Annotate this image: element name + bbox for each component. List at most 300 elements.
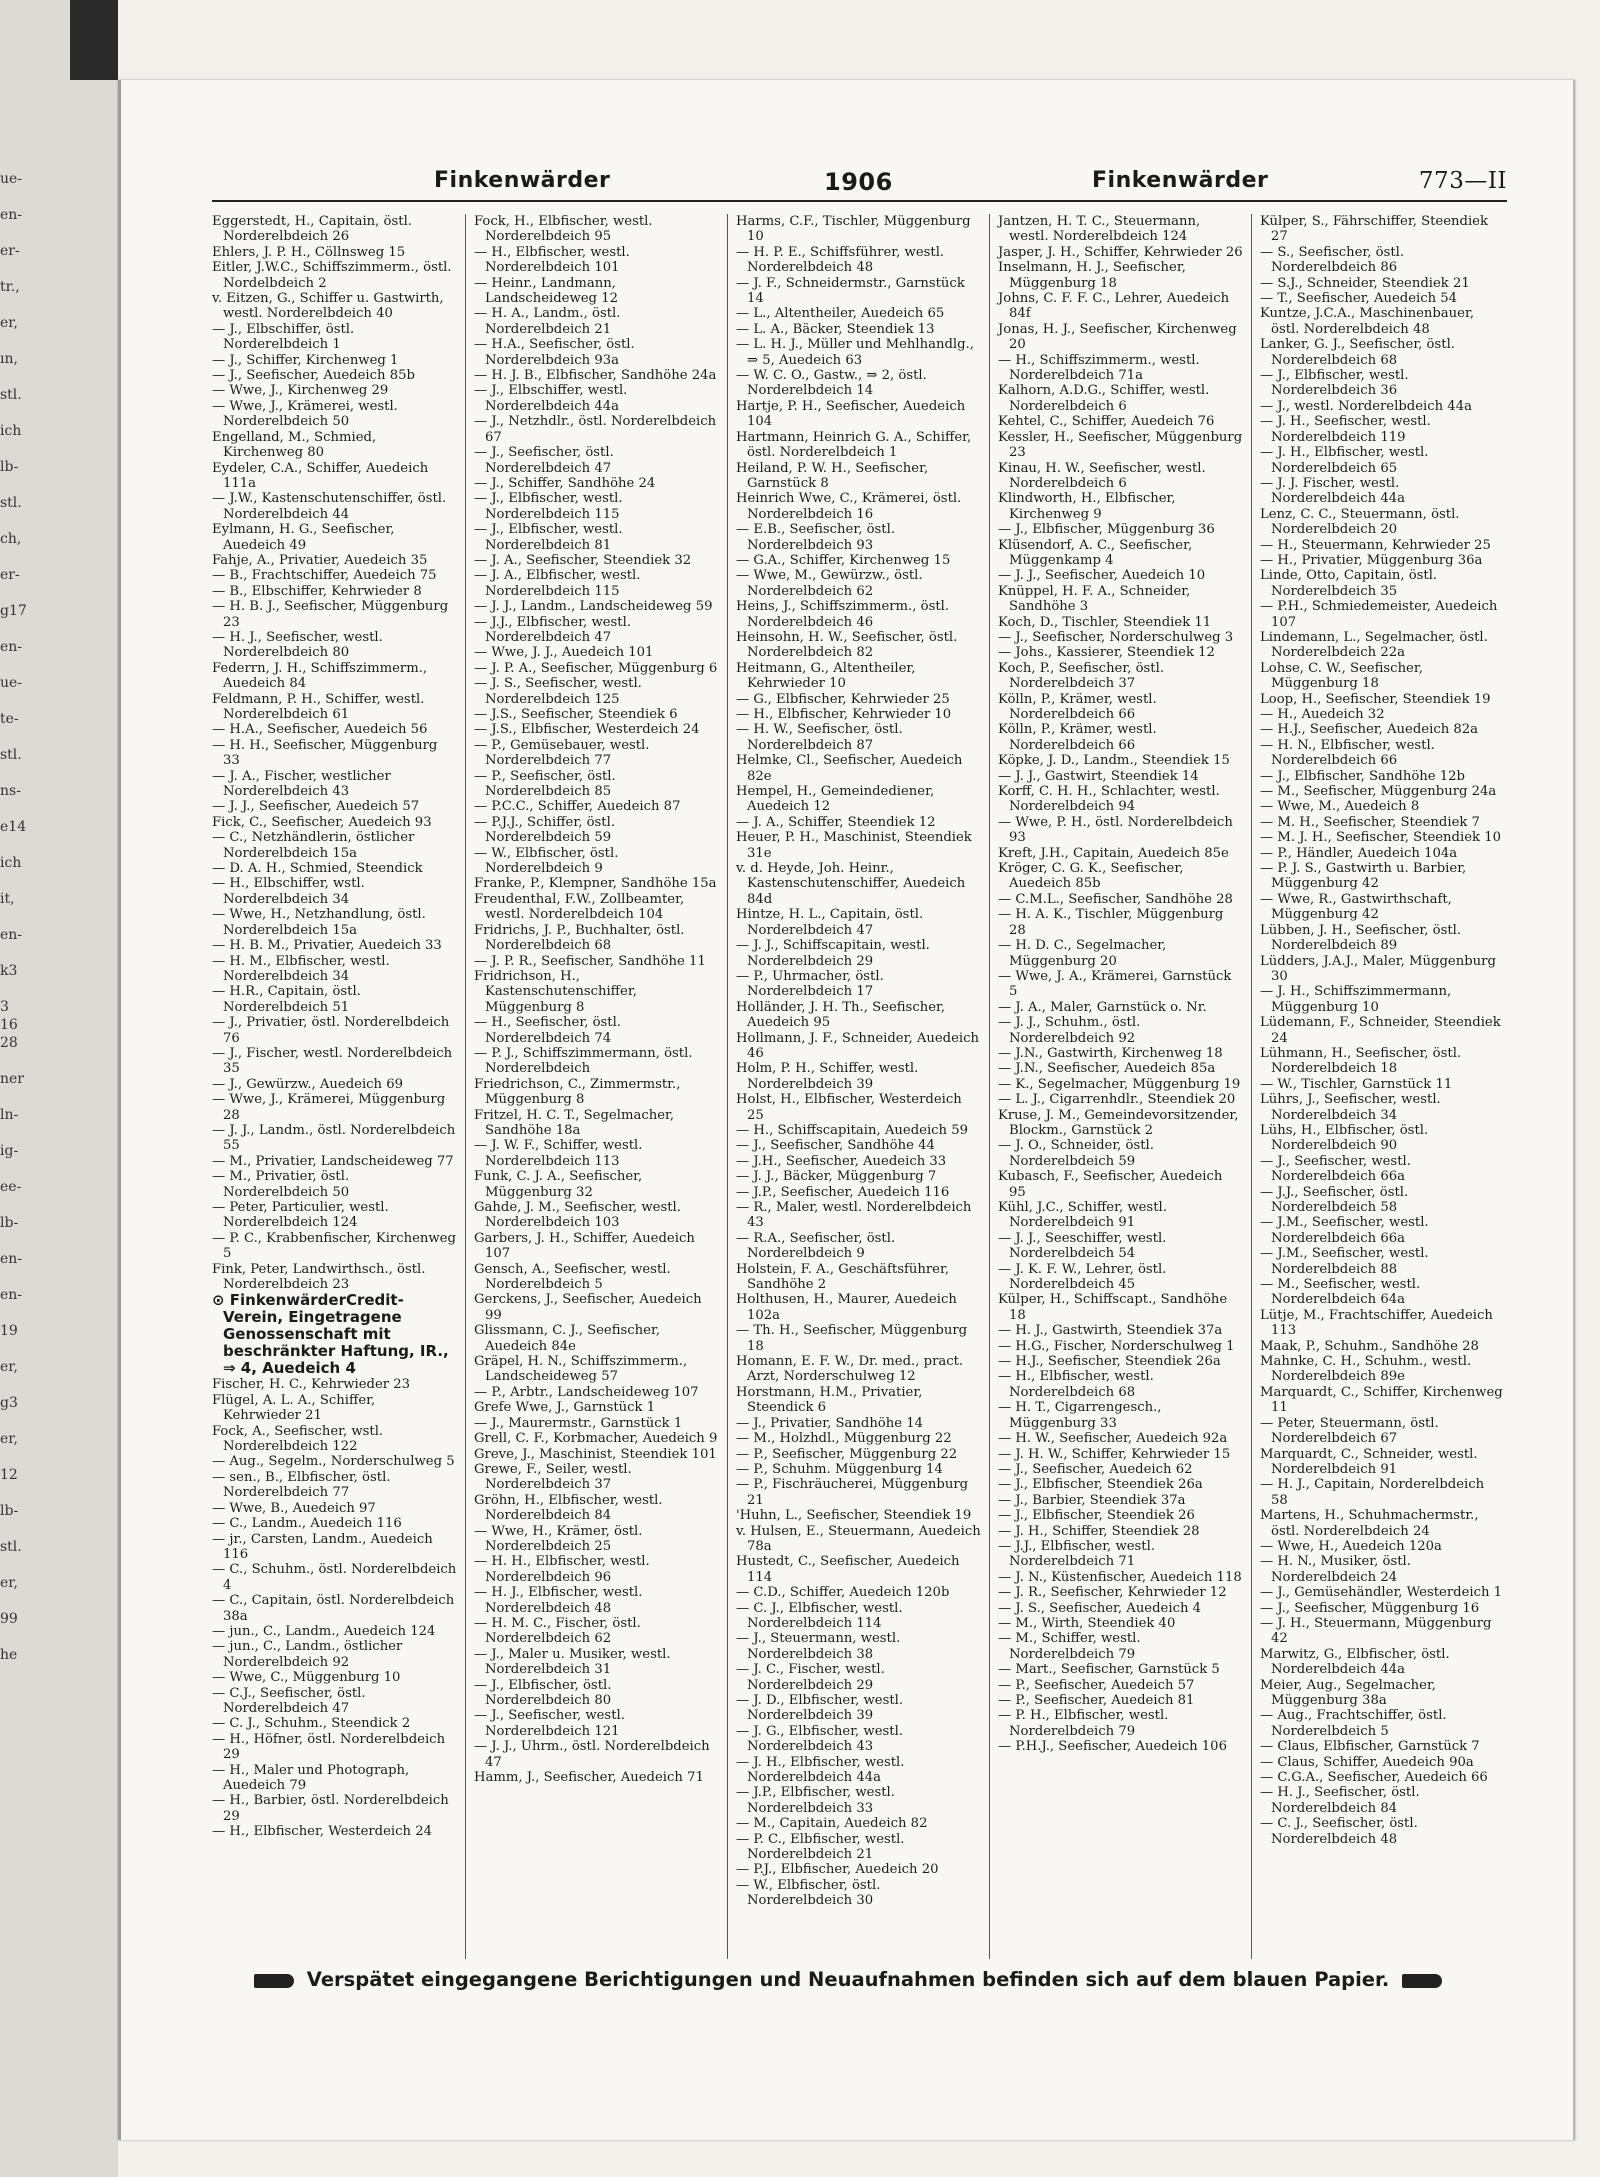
directory-entry: Lüdders, J.A.J., Maler, Müggenburg 30 [1260, 953, 1496, 984]
directory-entry: — P. C., Krabbenfischer, Kirchenweg 5 [212, 1230, 456, 1262]
directory-entry: Franke, P., Klempner, Sandhöhe 15a [474, 876, 717, 892]
previous-page-fragment: en- [0, 207, 23, 223]
pointing-hand-icon [1402, 1974, 1442, 1988]
header-year: 1906 [824, 168, 893, 196]
directory-entry: Eylmann, H. G., Seefischer, Auedeich 49 [212, 522, 395, 553]
directory-entry: — H.J., Seefischer, Auedeich 82a [1260, 722, 1479, 738]
directory-entry: — J., Elbfischer, westl. Norderelbdeich 115 [474, 491, 623, 522]
directory-entry: Kubasch, F., Seefischer, Auedeich 95 [998, 1169, 1223, 1200]
directory-entry: — P.H.J., Seefischer, Auedeich 106 [998, 1739, 1227, 1755]
directory-entry: — J.N., Gastwirth, Kirchenweg 18 [998, 1045, 1223, 1061]
directory-entry: — C.G.A., Seefischer, Auedeich 66 [1260, 1770, 1488, 1786]
directory-entry: — J., Elbfischer, Steendiek 26 [998, 1508, 1195, 1524]
directory-entry: — J., Elbschiffer, westl. Norderelbdeich 44a [474, 383, 628, 414]
previous-page-fragment: stl. [0, 495, 22, 511]
directory-entry: — J.H., Seefischer, Auedeich 33 [736, 1153, 947, 1169]
directory-entry: — G.A., Schiffer, Kirchenweg 15 [736, 552, 951, 568]
directory-entry: — J., Elbfischer, Müggenburg 36 [998, 522, 1215, 538]
directory-entry: — sen., B., Elbfischer, östl. Norderelbdeich 77 [212, 1469, 391, 1501]
directory-entry: — J. J., Seefischer, Auedeich 57 [212, 799, 420, 815]
directory-entry: — R., Maler, westl. Norderelbdeich 43 [736, 1200, 972, 1231]
directory-entry: — J. J., Seeschiffer, westl. Norderelbdeich 54 [998, 1230, 1167, 1262]
directory-entry: — P.H., Schmiedemeister, Auedeich 107 [1260, 599, 1498, 630]
directory-entry: Kuntze, J.C.A., Maschinenbauer, östl. Norderelbdeich 48 [1260, 306, 1475, 337]
directory-columns [212, 214, 1507, 1959]
directory-entry: — P., Seefischer, Müggenburg 22 [736, 1446, 958, 1462]
directory-entry: — jun., C., Landm., östlicher Norderelbdeich 92 [212, 1639, 403, 1670]
directory-entry: — Heinr., Landmann, Landscheideweg 12 [474, 275, 618, 307]
directory-entry: Linde, Otto, Capitain, östl. Norderelbdeich 35 [1260, 568, 1438, 599]
directory-entry: Holthusen, H., Maurer, Auedeich 102a [736, 1292, 957, 1323]
directory-entry: — H., Schiffszimmerm., westl. Norderelbdeich 71a [998, 352, 1200, 384]
directory-entry: — P., Seefischer, Auedeich 81 [998, 1693, 1195, 1708]
previous-page-fragment: ın, [0, 351, 18, 367]
directory-entry: Heuer, P. H., Maschinist, Steendiek 31e [736, 830, 972, 861]
directory-entry: — E.B., Seefischer, östl. Norderelbdeich 93 [736, 522, 896, 553]
page-number: 773—II [1418, 168, 1507, 194]
previous-page-fragment: ner [0, 1071, 24, 1087]
directory-entry: — M., Privatier, östl. Norderelbdeich 50 [212, 1169, 350, 1200]
directory-entry: — S., Seefischer, östl. Norderelbdeich 86 [1260, 244, 1405, 276]
directory-entry: — J., Elbfischer, Sandhöhe 12b [1260, 768, 1465, 784]
directory-entry: Federrn, J. H., Schiffszimmerm., Auedeich 84 [212, 660, 428, 692]
directory-entry: — J., Gemüsehändler, Westerdeich 1 [1260, 1585, 1503, 1601]
column-divider [1251, 214, 1252, 1959]
previous-page-fragment: ch, [0, 531, 22, 547]
directory-entry: — J., Barbier, Steendiek 37a [998, 1492, 1186, 1508]
directory-entry: — H. W., Seefischer, Auedeich 92a [998, 1431, 1228, 1447]
previous-page-fragment: g17 [0, 603, 27, 619]
directory-entry: Fick, C., Seefischer, Auedeich 93 [212, 814, 432, 830]
directory-entry: Hamm, J., Seefischer, Auedeich 71 [474, 1770, 704, 1786]
directory-entry: Freudenthal, F.W., Zollbeamter, westl. Norderelbdeich 104 [474, 891, 685, 923]
directory-entry: — P. J. S., Gastwirth u. Barbier, Müggenburg 42 [1260, 861, 1467, 892]
previous-page-fragment: 99 [0, 1611, 18, 1627]
directory-entry: — P., Schuhm. Müggenburg 14 [736, 1461, 943, 1477]
directory-entry: Ehlers, J. P. H., Cöllnsweg 15 [212, 244, 406, 260]
previous-page-fragment: er, [0, 315, 18, 331]
directory-entry: — J. A., Schiffer, Steendiek 12 [736, 814, 936, 830]
directory-entry: Garbers, J. H., Schiffer, Auedeich 107 [474, 1230, 695, 1262]
directory-entry: — J., Elbfischer, Steendiek 26a [998, 1477, 1203, 1493]
directory-entry: — H., Maler und Photograph, Auedeich 79 [212, 1762, 410, 1793]
previous-page-fragment: er- [0, 243, 20, 259]
previous-page-fragment: stl. [0, 747, 22, 763]
previous-page-fragment: lb- [0, 459, 19, 475]
directory-entry: Grefe Wwe, J., Garnstück 1 [474, 1400, 656, 1416]
directory-entry: — C.J., Seefischer, östl. Norderelbdeich 47 [212, 1685, 366, 1716]
directory-entry: — J. S., Seefischer, westl. Norderelbdeich 125 [474, 676, 642, 707]
directory-entry: Lütje, M., Frachtschiffer, Auedeich 113 [1260, 1307, 1493, 1339]
directory-entry: — L. A., Bäcker, Steendiek 13 [736, 321, 935, 337]
previous-page-fragment: g3 [0, 1395, 18, 1411]
directory-entry: — H. A. K., Tischler, Müggenburg 28 [998, 907, 1224, 938]
directory-entry: Homann, E. F. W., Dr. med., pract. Arzt, Norderschulweg 12 [736, 1354, 964, 1385]
directory-entry: — H., Elbfischer, westl. Norderelbdeich 68 [998, 1369, 1154, 1400]
directory-entry: — Wwe, J., Krämerei, Müggenburg 28 [212, 1092, 446, 1123]
directory-entry: — J. J., Schuhm., östl. Norderelbdeich 92 [998, 1015, 1141, 1046]
directory-entry: — J. G., Elbfischer, westl. Norderelbdeich 43 [736, 1723, 904, 1755]
header-left-title: Finkenwärder [434, 168, 611, 193]
directory-entry: — H. J., Gastwirth, Steendiek 37a [998, 1323, 1223, 1339]
previous-page-fragment: ns- [0, 783, 21, 799]
directory-entry: Hustedt, C., Seefischer, Auedeich 114 [736, 1554, 960, 1585]
directory-entry: — J. R., Seefischer, Kehrwieder 12 [998, 1585, 1227, 1601]
directory-entry: — H.A., Seefischer, östl. Norderelbdeich 93a [474, 337, 635, 368]
directory-entry: — J.S., Elbfischer, Westerdeich 24 [474, 722, 700, 738]
directory-entry: — J., Seefischer, Müggenburg 16 [1260, 1600, 1480, 1616]
directory-entry: Marquardt, C., Schneider, westl. Norderelbdeich 91 [1260, 1446, 1478, 1477]
directory-entry: Engelland, M., Schmied, Kirchenweg 80 [212, 429, 377, 461]
directory-entry: — J. F., Schneidermstr., Garnstück 14 [736, 275, 965, 307]
directory-entry: — J. J., Bäcker, Müggenburg 7 [736, 1169, 937, 1185]
previous-page-fragment: ue- [0, 171, 23, 187]
directory-entry: — J.W., Kastenschutenschiffer, östl. Norderelbdeich 44 [212, 491, 447, 522]
directory-entry: — J.S., Seefischer, Steendiek 6 [474, 707, 678, 722]
directory-entry: Külper, S., Fährschiffer, Steendiek 27 [1260, 214, 1488, 245]
directory-entry: Gräpel, H. N., Schiffszimmerm., Landscheideweg 57 [474, 1354, 688, 1385]
column-divider [465, 214, 466, 1959]
directory-entry: — J., Seefischer, Auedeich 85b [212, 368, 415, 384]
previous-page-fragment: er- [0, 567, 20, 583]
directory-entry: Kessler, H., Seefischer, Müggenburg 23 [998, 429, 1243, 461]
directory-entry: Külper, H., Schiffscapt., Sandhöhe 18 [998, 1292, 1228, 1323]
directory-entry: — J.M., Seefischer, westl. Norderelbdeich 66a [1260, 1215, 1429, 1246]
directory-entry: Köpke, J. D., Landm., Steendiek 15 [998, 753, 1230, 769]
directory-entry: Funk, C. J. A., Seefischer, Müggenburg 32 [474, 1169, 643, 1200]
directory-entry: Holm, P. H., Schiffer, westl. Norderelbdeich 39 [736, 1061, 919, 1092]
directory-entry: — J. H., Elbfischer, westl. Norderelbdeich 65 [1260, 445, 1429, 476]
directory-entry: — J.M., Seefischer, westl. Norderelbdeich 88 [1260, 1246, 1429, 1277]
directory-entry: Fischer, H. C., Kehrwieder 23 [212, 1377, 411, 1393]
previous-page-fragment: er, [0, 1359, 18, 1375]
directory-entry: — H. H., Seefischer, Müggenburg 33 [212, 737, 438, 769]
directory-entry: — T., Seefischer, Auedeich 54 [1260, 291, 1458, 307]
directory-entry: — H. M., Elbfischer, westl. Norderelbdeich 34 [212, 953, 390, 984]
directory-entry: — J. P. R., Seefischer, Sandhöhe 11 [474, 953, 706, 969]
directory-entry: — Claus, Elbfischer, Garnstück 7 [1260, 1739, 1480, 1755]
directory-entry: — S.J., Schneider, Steendiek 21 [1260, 275, 1470, 291]
directory-entry: Greve, J., Maschinist, Steendiek 101 [474, 1446, 717, 1462]
previous-page-fragment: lb- [0, 1503, 19, 1519]
directory-entry: 'Huhn, L., Seefischer, Steendiek 19 [736, 1508, 972, 1524]
directory-entry: Koch, D., Tischler, Steendiek 11 [998, 614, 1212, 630]
directory-entry: — H. A., Landm., östl. Norderelbdeich 21 [474, 306, 621, 337]
directory-entry: — C.D., Schiffer, Auedeich 120b [736, 1585, 950, 1601]
directory-entry: Jonas, H. J., Seefischer, Kirchenweg 20 [998, 321, 1237, 353]
directory-entry: — J., Elbschiffer, östl. Norderelbdeich 1 [212, 321, 355, 353]
previous-page-fragment: ee- [0, 1179, 22, 1195]
directory-entry: — J. W. F., Schiffer, westl. Norderelbdeich 113 [474, 1138, 643, 1169]
directory-entry: — M., Seefischer, westl. Norderelbdeich 64a [1260, 1277, 1421, 1308]
directory-entry: — J. D., Elbfischer, westl. Norderelbdeich 39 [736, 1693, 904, 1724]
directory-entry: — J. H., Seefischer, westl. Norderelbdeich 119 [1260, 414, 1431, 445]
directory-entry: — H., Schiffscapitain, Auedeich 59 [736, 1122, 969, 1138]
directory-entry: — J., Seefischer, Auedeich 62 [998, 1461, 1193, 1477]
directory-entry: Lenz, C. C., Steuermann, östl. Norderelbdeich 20 [1260, 506, 1460, 538]
directory-entry: — B., Frachtschiffer, Auedeich 75 [212, 568, 437, 584]
directory-entry: — P., Seefischer, östl. Norderelbdeich 85 [474, 768, 616, 800]
directory-entry: Flügel, A. L. A., Schiffer, Kehrwieder 21 [212, 1392, 376, 1424]
directory-entry: — J. J., Seefischer, Auedeich 10 [998, 568, 1206, 584]
directory-entry: — W., Elbfischer, östl. Norderelbdeich 9 [474, 845, 619, 877]
directory-entry: Holstein, F. A., Geschäftsführer, Sandhöhe 2 [736, 1261, 950, 1293]
directory-entry: — H.G., Fischer, Norderschulweg 1 [998, 1338, 1235, 1354]
footer-notice-text: Verspätet eingegangene Berichtigungen und Neuaufnahmen befinden sich auf dem blauen Papier. [306, 1968, 1390, 1991]
directory-entry: Fritzel, H. C. T., Segelmacher, Sandhöhe 18a [474, 1107, 675, 1138]
directory-entry: — H. P. E., Schiffsführer, westl. Norderelbdeich 48 [736, 244, 945, 276]
directory-entry: — Peter, Steuermann, östl. Norderelbdeich 67 [1260, 1415, 1439, 1447]
directory-entry: — P. C., Elbfischer, westl. Norderelbdeich 21 [736, 1831, 905, 1863]
directory-entry: Friedrichson, C., Zimmermstr., Müggenburg 8 [474, 1076, 681, 1108]
directory-entry: — J. J., Gastwirt, Steendiek 14 [998, 768, 1199, 784]
directory-entry: — J., Maler u. Musiker, westl. Norderelbdeich 31 [474, 1646, 671, 1678]
directory-entry: — J., Privatier, Sandhöhe 14 [736, 1415, 924, 1431]
directory-column-5 [1260, 214, 1505, 1959]
directory-entry: — J. J., Landm., Landscheideweg 59 [474, 599, 713, 615]
directory-entry: — H. J., Capitain, Norderelbdeich 58 [1260, 1477, 1485, 1508]
directory-entry: Lühs, H., Elbfischer, östl. Norderelbdeich 90 [1260, 1122, 1429, 1154]
directory-entry: — J. J., Landm., östl. Norderelbdeich 55 [212, 1122, 456, 1154]
directory-entry: — J. A., Fischer, westlicher Norderelbdeich 43 [212, 768, 391, 800]
directory-entry: Lübben, J. H., Seefischer, östl. Norderelbdeich 89 [1260, 922, 1462, 954]
directory-entry: — P., Fischräucherei, Müggenburg 21 [736, 1477, 969, 1508]
directory-entry: — J. H., Elbfischer, westl. Norderelbdeich 44a [736, 1754, 905, 1786]
column-divider [727, 214, 728, 1959]
directory-entry: Klüsendorf, A. C., Seefischer, Müggenkamp 4 [998, 537, 1193, 568]
directory-entry: — J., Seefischer, westl. Norderelbdeich 121 [474, 1708, 625, 1739]
directory-entry: Kölln, P., Krämer, westl. Norderelbdeich 66 [998, 691, 1157, 722]
directory-entry: — H. J., Elbfischer, westl. Norderelbdeich 48 [474, 1585, 643, 1616]
directory-entry: — C., Netzhändlerin, östlicher Norderelbdeich 15a [212, 830, 415, 861]
previous-page-fragment: ich [0, 423, 22, 439]
directory-entry: — L. H. J., Müller und Mehlhandlg., ⇒ 5, Auedeich 63 [736, 337, 974, 368]
directory-entry: — P.C.C., Schiffer, Auedeich 87 [474, 799, 681, 815]
directory-entry: — J., Maurermstr., Garnstück 1 [474, 1415, 683, 1431]
directory-entry: Heins, J., Schiffszimmerm., östl. Norderelbdeich 46 [736, 599, 950, 630]
footer-notice [248, 1968, 1488, 1998]
directory-entry: — Wwe, H., Netzhandlung, östl. Norderelbdeich 15a [212, 907, 426, 938]
directory-entry: Kölln, P., Krämer, westl. Norderelbdeich 66 [998, 722, 1157, 753]
directory-entry: Lüdemann, F., Schneider, Steendiek 24 [1260, 1015, 1501, 1046]
directory-entry: — jr., Carsten, Landm., Auedeich 116 [212, 1531, 433, 1562]
directory-entry: — J., Seefischer, westl. Norderelbdeich 66a [1260, 1153, 1411, 1185]
directory-entry: — J.J., Elbfischer, westl. Norderelbdeich 47 [474, 614, 632, 645]
directory-entry: — Wwe, P. H., östl. Norderelbdeich 93 [998, 814, 1233, 846]
directory-column-2 [474, 214, 719, 1959]
directory-entry: — J., Seefischer, Norderschulweg 3 [998, 629, 1234, 645]
directory-entry: — J. H., Schiffszimmermann, Müggenburg 10 [1260, 984, 1452, 1015]
directory-entry: ⊙ FinkenwärderCredit-Verein, Eingetragene Genossenschaft mit beschränkter Haftung, IR., ⇒ 4, Auedeich 4 [212, 1291, 449, 1378]
directory-entry: — G., Elbfischer, Kehrwieder 25 [736, 691, 950, 707]
previous-page-fragment: e14 [0, 819, 27, 835]
directory-column-4 [998, 214, 1243, 1959]
previous-page-fragment: it, [0, 891, 15, 907]
directory-entry: — J. A., Seefischer, Steendiek 32 [474, 552, 692, 568]
directory-entry: — J., Schiffer, Sandhöhe 24 [474, 475, 656, 491]
directory-entry: — C. J., Seefischer, östl. Norderelbdeich 48 [1260, 1816, 1418, 1847]
directory-entry: — Wwe, H., Krämer, östl. Norderelbdeich 25 [474, 1523, 643, 1554]
directory-entry: — H. N., Elbfischer, westl. Norderelbdeich 66 [1260, 737, 1435, 769]
directory-entry: — C. J., Schuhm., Steendick 2 [212, 1716, 411, 1732]
directory-entry: — H., Seefischer, östl. Norderelbdeich 74 [474, 1015, 621, 1046]
directory-column-1 [212, 214, 457, 1959]
directory-entry: Marwitz, G., Elbfischer, östl. Norderelbdeich 44a [1260, 1646, 1450, 1678]
directory-entry: — J., Privatier, östl. Norderelbdeich 76 [212, 1015, 450, 1046]
directory-entry: — J. J., Uhrm., östl. Norderelbdeich 47 [474, 1739, 710, 1770]
directory-entry: — Wwe, J., Krämerei, westl. Norderelbdeich 50 [212, 398, 398, 430]
directory-entry: — H.A., Seefischer, Auedeich 56 [212, 722, 428, 738]
directory-entry: Jasper, J. H., Schiffer, Kehrwieder 26 [998, 244, 1243, 260]
directory-entry: — P., Arbtr., Landscheideweg 107 [474, 1384, 699, 1400]
directory-entry: — C. J., Elbfischer, westl. Norderelbdeich 114 [736, 1600, 903, 1631]
directory-entry: Fridrichson, H., Kastenschutenschiffer, Müggenburg 8 [474, 968, 637, 1015]
directory-entry: — J. J. Fischer, westl. Norderelbdeich 44a [1260, 475, 1405, 507]
directory-entry: — Wwe, H., Auedeich 120a [1260, 1538, 1442, 1554]
directory-entry: — Aug., Frachtschiffer, östl. Norderelbdeich 5 [1260, 1708, 1447, 1739]
previous-page-fragment: lb- [0, 1215, 19, 1231]
directory-entry: Heinsohn, H. W., Seefischer, östl. Norderelbdeich 82 [736, 629, 958, 661]
previous-page-fragment: he [0, 1647, 18, 1663]
directory-entry: Lohse, C. W., Seefischer, Müggenburg 18 [1260, 660, 1423, 692]
directory-entry: Korff, C. H. H., Schlachter, westl. Norderelbdeich 94 [998, 784, 1220, 815]
directory-entry: Eggerstedt, H., Capitain, östl. Norderelbdeich 26 [212, 214, 412, 245]
directory-entry: — Aug., Segelm., Norderschulweg 5 [212, 1454, 455, 1470]
directory-entry: — J., Seefischer, östl. Norderelbdeich 47 [474, 445, 614, 476]
directory-entry: — J. H. W., Schiffer, Kehrwieder 15 [998, 1446, 1231, 1462]
directory-entry: Holländer, J. H. Th., Seefischer, Auedeich 95 [736, 999, 946, 1031]
directory-entry: Horstmann, H.M., Privatier, Steendick 6 [736, 1384, 923, 1416]
directory-entry: — W., Elbfischer, östl. Norderelbdeich 30 [736, 1877, 881, 1909]
directory-entry: Heiland, P. W. H., Seefischer, Garnstück 8 [736, 460, 929, 491]
previous-page-fragment: ln- [0, 1107, 19, 1123]
directory-entry: — H., Auedeich 32 [1260, 707, 1385, 722]
directory-entry: — M., Capitain, Auedeich 82 [736, 1816, 928, 1832]
directory-entry: Kehtel, C., Schiffer, Auedeich 76 [998, 414, 1215, 430]
scan-margin-left [0, 0, 118, 2177]
directory-entry: — L. J., Cigarrenhdlr., Steendiek 20 [998, 1092, 1236, 1108]
directory-entry: Helmke, Cl., Seefischer, Auedeich 82e [736, 753, 963, 784]
directory-entry: Gahde, J. M., Seefischer, westl. Norderelbdeich 103 [474, 1200, 681, 1231]
previous-page-fragment: 12 [0, 1467, 18, 1483]
directory-entry: Holst, H., Elbfischer, Westerdeich 25 [736, 1092, 962, 1123]
directory-entry: Inselmann, H. J., Seefischer, Müggenburg 18 [998, 260, 1186, 291]
directory-entry: — J., Gewürzw., Auedeich 69 [212, 1076, 404, 1092]
previous-page-fragments [0, 170, 27, 1682]
directory-entry: — P.J.J., Schiffer, östl. Norderelbdeich 59 [474, 814, 616, 846]
directory-entry: — H. J., Seefischer, westl. Norderelbdeich 80 [212, 629, 383, 661]
directory-entry: Fink, Peter, Landwirthsch., östl. Norderelbdeich 23 [212, 1261, 426, 1293]
directory-entry: Marquardt, C., Schiffer, Kirchenweg 11 [1260, 1384, 1503, 1416]
directory-entry: — Wwe, M., Gewürzw., östl. Norderelbdeich 62 [736, 568, 923, 599]
previous-page-fragment: er, [0, 1575, 18, 1591]
pointing-hand-icon [254, 1974, 294, 1988]
directory-entry: Maak, P., Schuhm., Sandhöhe 28 [1260, 1338, 1479, 1354]
directory-entry: Knüppel, H. F. A., Schneider, Sandhöhe 3 [998, 583, 1191, 615]
directory-entry: — H. M. C., Fischer, östl. Norderelbdeich 62 [474, 1615, 641, 1647]
directory-entry: — Wwe, J. J., Auedeich 101 [474, 645, 654, 661]
directory-entry: — J. H., Schiffer, Steendiek 28 [998, 1523, 1200, 1539]
directory-column-3 [736, 214, 981, 1959]
directory-entry: — H. B. M., Privatier, Auedeich 33 [212, 938, 442, 954]
directory-entry: Gensch, A., Seefischer, westl. Norderelbdeich 5 [474, 1261, 671, 1293]
directory-entry: — J.N., Seefischer, Auedeich 85a [998, 1061, 1216, 1077]
directory-entry: — C.M.L., Seefischer, Sandhöhe 28 [998, 891, 1233, 907]
directory-entry: — Claus, Schiffer, Auedeich 90a [1260, 1754, 1474, 1770]
previous-page-fragment: en- [0, 1287, 23, 1303]
directory-entry: — P., Seefischer, Auedeich 57 [998, 1677, 1195, 1693]
directory-entry: — H., Höfner, östl. Norderelbdeich 29 [212, 1731, 446, 1763]
directory-entry: — M., Privatier, Landscheideweg 77 [212, 1153, 454, 1169]
directory-entry: — H., Elbfischer, Westerdeich 24 [212, 1824, 432, 1840]
directory-entry: Harms, C.F., Tischler, Müggenburg 10 [736, 214, 971, 245]
directory-entry: — J.J., Seefischer, östl. Norderelbdeich 58 [1260, 1184, 1409, 1215]
directory-entry: — Th. H., Seefischer, Müggenburg 18 [736, 1323, 968, 1354]
directory-entry: Lührs, J., Seefischer, westl. Norderelbdeich 34 [1260, 1092, 1441, 1123]
directory-entry: — P. J., Schiffszimmermann, östl. Norderelbdeich [474, 1045, 693, 1077]
directory-entry: — J. J., Schiffscapitain, westl. Norderelbdeich 29 [736, 938, 930, 969]
previous-page-fragment: k3 [0, 963, 18, 979]
directory-entry: — J.J., Elbfischer, westl. Norderelbdeich 71 [998, 1538, 1156, 1570]
directory-entry: — H., Elbschiffer, wstl. Norderelbdeich 34 [212, 876, 365, 907]
previous-page-fragment: en- [0, 927, 23, 943]
directory-entry: — J., Fischer, westl. Norderelbdeich 35 [212, 1045, 453, 1077]
running-header [212, 166, 1507, 202]
directory-entry: — R.A., Seefischer, östl. Norderelbdeich 9 [736, 1230, 896, 1262]
directory-entry: — P., Händler, Auedeich 104a [1260, 845, 1458, 861]
directory-entry: — Wwe, J. A., Krämerei, Garnstück 5 [998, 968, 1232, 1000]
previous-page-fragment: 3 16 [0, 999, 18, 1033]
directory-entry: Gröhn, H., Elbfischer, westl. Norderelbdeich 84 [474, 1492, 663, 1524]
directory-entry: — H. T., Cigarrengesch., Müggenburg 33 [998, 1400, 1162, 1431]
directory-entry: — J., Schiffer, Kirchenweg 1 [212, 352, 399, 368]
directory-entry: Johns, C. F. F. C., Lehrer, Auedeich 84f [998, 291, 1230, 322]
directory-entry: Heitmann, G., Altentheiler, Kehrwieder 10 [736, 660, 916, 692]
directory-entry: — H., Barbier, östl. Norderelbdeich 29 [212, 1793, 449, 1824]
previous-page-fragment: er, [0, 1431, 18, 1447]
directory-entry: Fock, H., Elbfischer, westl. Norderelbdeich 95 [474, 214, 653, 245]
directory-entry: — H., Steuermann, Kehrwieder 25 [1260, 537, 1491, 553]
previous-page-fragment: ig- [0, 1143, 19, 1159]
directory-entry: — D. A. H., Schmied, Steendick [212, 861, 423, 877]
directory-entry: — J.P., Elbfischer, westl. Norderelbdeich 33 [736, 1785, 895, 1816]
directory-entry: — M., Wirth, Steendiek 40 [998, 1615, 1176, 1631]
directory-entry: — Peter, Particulier, westl. Norderelbdeich 124 [212, 1200, 389, 1231]
directory-entry: v. Eitzen, G., Schiffer u. Gastwirth, westl. Norderelbdeich 40 [212, 291, 444, 322]
directory-entry: — P. H., Elbfischer, westl. Norderelbdeich 79 [998, 1708, 1169, 1739]
previous-page-fragment: 19 [0, 1323, 18, 1339]
directory-entry: Mahnke, C. H., Schuhm., westl. Norderelbdeich 89e [1260, 1354, 1472, 1385]
directory-entry: — C., Landm., Auedeich 116 [212, 1516, 402, 1532]
directory-entry: — J.P., Seefischer, Auedeich 116 [736, 1184, 950, 1200]
directory-entry: — K., Segelmacher, Müggenburg 19 [998, 1076, 1241, 1092]
directory-entry: Martens, H., Schuhmachermstr., östl. Norderelbdeich 24 [1260, 1508, 1479, 1539]
directory-entry: Fahje, A., Privatier, Auedeich 35 [212, 552, 428, 568]
directory-entry: v. Hulsen, E., Steuermann, Auedeich 78a [736, 1523, 981, 1554]
directory-entry: Klindworth, H., Elbfischer, Kirchenweg 9 [998, 491, 1176, 522]
directory-entry: Kreft, J.H., Capitain, Auedeich 85e [998, 845, 1229, 861]
directory-entry: — H. J., Seefischer, östl. Norderelbdeich 84 [1260, 1785, 1420, 1816]
directory-entry: Lanker, G. J., Seefischer, östl. Norderelbdeich 68 [1260, 337, 1455, 368]
directory-entry: — H. J. B., Elbfischer, Sandhöhe 24a [474, 368, 717, 384]
directory-entry: — P.J., Elbfischer, Auedeich 20 [736, 1862, 939, 1878]
directory-entry: — P., Uhrmacher, östl. Norderelbdeich 17 [736, 968, 884, 1000]
directory-entry: Hartje, P. H., Seefischer, Auedeich 104 [736, 398, 966, 430]
binding-strip [70, 0, 118, 80]
directory-entry: Kruse, J. M., Gemeindevorsitzender, Blockm., Garnstück 2 [998, 1107, 1239, 1138]
directory-entry: — Wwe, C., Müggenburg 10 [212, 1670, 401, 1686]
directory-entry: Fridrichs, J. P., Buchhalter, östl. Norderelbdeich 68 [474, 922, 685, 954]
